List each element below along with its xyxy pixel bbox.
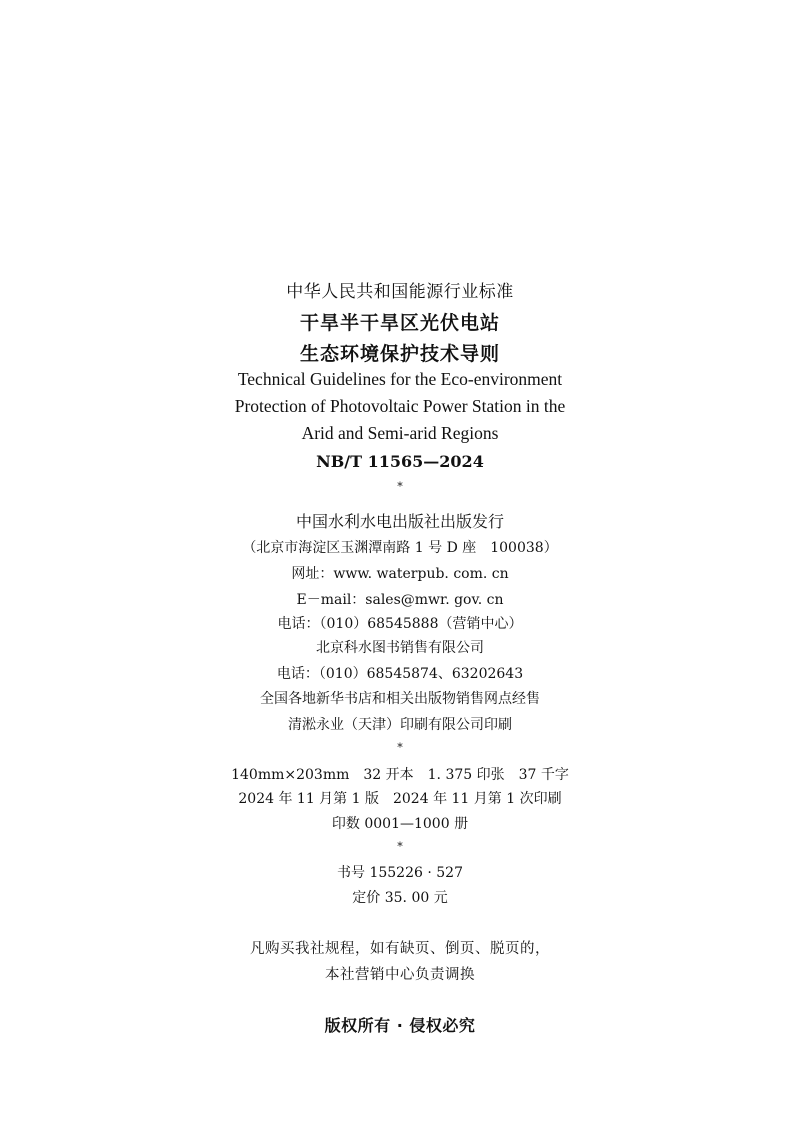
book-format: 140mm×203mm 32 开本 1. 375 印张 37 千字 — [231, 767, 569, 783]
replacement-notice-line-2: 本社营销中心负责调换 — [325, 967, 475, 983]
separator-star: * — [397, 840, 403, 853]
title-line-1: 干旱半干旱区光伏电站 — [299, 312, 500, 334]
title-line-2: 生态环境保护技术导则 — [299, 343, 500, 365]
english-title-line-3: Arid and Semi-arid Regions — [301, 423, 499, 443]
english-title-line-1: Technical Guidelines for the Eco-environment — [237, 369, 563, 389]
printer: 清淞永业（天津）印刷有限公司印刷 — [288, 717, 512, 733]
publisher-address: （北京市海淀区玉渊潭南路 1 号 D 座 100038） — [242, 540, 558, 556]
sales-phone: 电话：（010）68545888（营销中心） — [277, 616, 523, 632]
email: E－mail：sales@mwr. gov. cn — [296, 592, 504, 608]
standard-code: NB/T 11565—2024 — [316, 452, 484, 471]
retail-info: 全国各地新华书店和相关出版物销售网点经售 — [260, 691, 540, 707]
website: 网址：www. waterpub. com. cn — [291, 566, 509, 582]
edition-info: 2024 年 11 月第 1 版 2024 年 11 月第 1 次印刷 — [238, 791, 562, 807]
separator-star: * — [397, 741, 403, 754]
replacement-notice-line-1: 凡购买我社规程，如有缺页、倒页、脱页的， — [250, 941, 550, 957]
book-number: 书号 155226 · 527 — [337, 865, 463, 881]
distributor-phone: 电话：（010）68545874、63202643 — [276, 666, 524, 682]
standard-series-title: 中华人民共和国能源行业标准 — [286, 282, 514, 302]
price: 定价 35. 00 元 — [352, 890, 448, 906]
copyright-notice: 版权所有 · 侵权必究 — [324, 1016, 476, 1035]
english-title-line-2: Protection of Photovoltaic Power Station in the — [234, 396, 566, 416]
publisher: 中国水利水电出版社出版发行 — [295, 512, 504, 531]
print-run: 印数 0001—1000 册 — [331, 816, 469, 832]
separator-star: * — [397, 480, 403, 493]
distributor: 北京科水图书销售有限公司 — [316, 640, 484, 656]
